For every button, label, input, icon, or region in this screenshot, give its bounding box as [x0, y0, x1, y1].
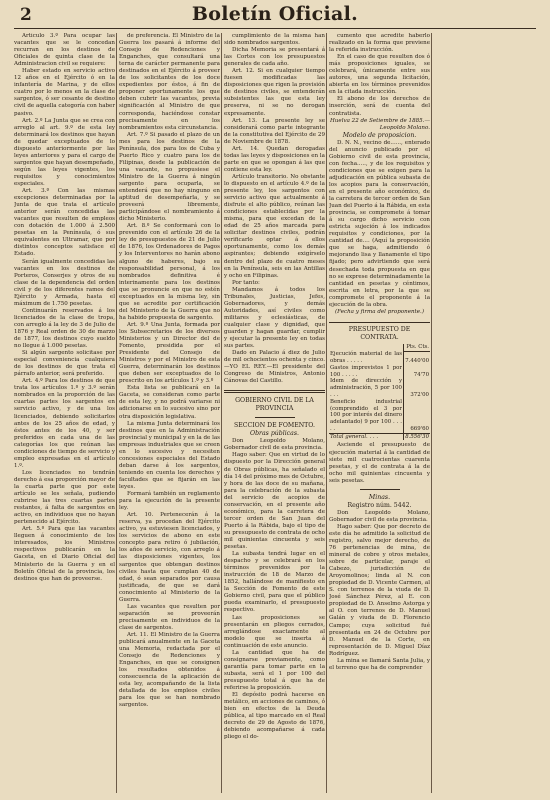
paragraph: Continuarán reservados á los licenciados de la clase de tropa, con arreglo á la ley de 3 de Julio de 1876 y Real orden de 30 de marzo de 1877, los destinos cuyo sueldo no llegue á 1.000 pesetas. — [14, 307, 115, 350]
paragraph: El abono de los derechos de inserción, será de cuenta del contratista. — [329, 96, 430, 117]
amount-column-header: Pts. Cts. — [404, 344, 431, 351]
section-rule — [224, 390, 325, 393]
divider — [360, 489, 400, 490]
paragraph: Art. 12. Si en cualquier tiempo fuesen modificadas las disposiciones que rigen la provisión de destinos civiles, se entenderán subsistentes las que esta ley preserva, ni se no derogan expresamente. — [224, 68, 325, 117]
row-amount: 7.440'00 — [404, 351, 431, 365]
paragraph: Dado en Palacio á diez de Julio de mil ochocientos ochenta y cinco.—YO EL REY.—El presidente del Congreso de Ministros, Antonio Cánovas del Castillo. — [224, 350, 325, 385]
signature-note: (Fecha y firma del proponente.) — [335, 308, 424, 315]
paragraph: D. N. N., vecino de......, enterado del anuncio publicado por el Gobierno civil de esta provincia, con fecha....., y de los requisitos y condiciones que se exigen para la adjudicación en pública subasta de los acopios para la conservación, en el presente año económico, de la carretera de tercer orden de San Juan del Puerto á la Rábida, en esta provincia, se compromete á tomar á su cargo dicho servicio con estricta sujeción á los indicados requisitos y condiciones, por la cantidad de.... (Aquí la proposición que se haga, admitiendo ó mejorando lisa y llanamente el tipo fijado; pero advirtiendo que será desechada toda propuesta en que no se exprese determinadamente la cantidad en pesetas y céntimos, escrita en letra, por la que se compromete el proponente á la ejecución de la obra. — [329, 139, 430, 308]
section-rule — [329, 322, 430, 323]
paragraph: Art. 7.º Si pasado el plazo de un mes para los destinos de la Península, dos para los de Cuba y Puerto Rico y cuatro para los de Filipinas, desde la publicación de una vacante, no propusiese el Ministro de la Guerra á ningún sargento para ocuparla, se entenderá que no hay ninguno en aptitud de desempeñarla, y se proveerá libremente, participándose el nombramiento á dicho Ministerio. — [119, 131, 220, 223]
divider — [255, 417, 295, 418]
paragraph: La misma Junta determinará los destinos que en la Administración provincial y municipal y en la de las empresas industriales que se creen en lo sucesivo y necesiten concesiones especiales del Estado deban darse á los sargentos, teniendo en cuenta los derechos y facultades que se fijarán en las leyes. — [119, 420, 220, 490]
paragraph: cumplimiento de la misma han sido nombrados sargentos. — [224, 33, 325, 47]
paragraph: Esta lista se publicará en la Gaceta, se consideran como parte de esta ley, y no podrá variarse ni adicionarse en lo sucesivo sino por otra disposición legislativa. — [119, 385, 220, 420]
paragraph: Art. 11. El Ministro de la Guerra publicará anualmente en la Gaceta una Memoria, redactada por el Consejo de Redenciones y Enganches, en que se consignen los resultados obtenidos á consecuencia de la aplicación de esta ley, acompañando de la lista detallada de los empleos civiles para los que se han nombrado sargentos. — [119, 631, 220, 709]
paragraph: Haber estado en servicio activo 12 años en el Ejército ó en la infantería de Marina, y de ellos cuatro por lo menos en la clase de sargentos, ó ser cesante de destino civil de aquella categoría con haber pasivo. — [14, 68, 115, 117]
column-divider — [431, 33, 432, 793]
column-divider — [221, 33, 222, 793]
paragraph: Artículo 3.º Para ocupar las vacantes que se le concedan recurran en los destinos de Oficiales de quinta clase de la Administracion civil se requiere: — [14, 33, 115, 68]
column-2 — [119, 33, 220, 793]
paragraph: Art. 2.º La Junta que se crea con arreglo al art. 9.º de esta ley determinará los destinos que hayan de quedar exceptuados de lo dispuesto anteriormente por las leyes anteriores y para el cargo de sargentos que hayan desempeñado, según las leyes vigentes, los requisitos y conocimientos especiales. — [14, 117, 115, 187]
paragraph: de preferencia. El Ministro de la Guerra los pasará á informe del Consejo de Redenciones y Enganches, que consultará una terna de carácter permanente para destinados en el Ejército á proveer de los solicitantes de los doce expedientes por éstos, á fin de proponer oportunamente los que deben cubrir las vacantes, previa significación al Ministro de que corresponda, haciéndose constar precisamente en los nombramientos esta circunstancia. — [119, 33, 220, 131]
total-amount: 8.556'30 — [405, 433, 429, 440]
column-1 — [14, 33, 115, 793]
budget-title: PRESUPUESTO DE CONTRATA. — [348, 325, 411, 341]
paragraph: Los licenciados no tendrán derecho á esa proporción mayor de la cuarta parte que por este artículo se les señala, pudiendo cubrirse las tres cuartas partes restantes, á falta de sargentos en activo, en individuos que no hayan pertenecido al Ejército. — [14, 469, 115, 526]
row-amount: 669'60 — [404, 399, 431, 433]
paragraph: Don Leopoldo Molano, Gobernador civil de esta provincia. — [224, 438, 325, 452]
table-total-row — [329, 433, 430, 440]
section-subheading-italic: Obras públicas. — [250, 430, 299, 438]
row-label: Ejecución material de las obras . . . . . — [330, 351, 402, 364]
masthead-title: Boletín Oficial. — [191, 3, 359, 25]
row-label: Idem de dirección y administración, 5 por 100 . . . — [330, 378, 402, 398]
row-amount: 74'70 — [404, 365, 431, 379]
minas-heading: Minas. — [368, 493, 391, 501]
paragraph: La subasta tendrá lugar en el despacho y se celebrará en los términos prevenidos por la instrucción de 18 de Marzo de 1852, hallándose de manifiesto en la Sección de Fomento de este Gobierno civil, para que el público pueda examinarlo, el presupuesto respectivo. — [224, 551, 325, 614]
paragraph: En el caso de que resulten dos ó más proposiciones iguales, se celebrará, únicamente entre sus autores, una segunda licitación, abierta en los términos prevenidos en la citada instrucción. — [329, 54, 430, 96]
paragraph: Por tanto: — [232, 279, 260, 286]
paragraph: Las vacantes que resulten por separación se proveerán precisamente en individuos de la clase de sargentos. — [119, 603, 220, 631]
page-header — [14, 0, 536, 29]
row-label: Beneficio industrial (comprendido el 3 por 100 por interés del dinero adelantado) 9 por 100 . . . . . — [330, 398, 402, 432]
model-title: Modelo de proposicion. — [342, 131, 417, 139]
paragraph: Art. 10. Pertenecerán á la reserva, ya procedan del Ejército activo, ya estuviesen licenciados, y los servicios de abono en este concepto para retiro ó jubilación, los años de servicio, con arreglo á las disposiciones vigentes, los sargentos que obtengan destinos civiles hasta que cumplan 40 de edad, ó sean separados por causa justificada, de que se dará conocimiento al Ministerio de la Guerra. — [119, 512, 220, 603]
column-divider — [326, 33, 327, 793]
paragraph: Art. 4.º Para los destinos de que trata los artículos 1.º y 3.º serán nombrados en la proporción de las cuartas partes los sargentos en servicio activo, y de una los licenciados, debiendo solicitarlos antes de los 25 años de edad, y éstos antes de los 40, y ser preferidos en cada una de las categorías los que reúnan las condiciones de tiempo de servicio y empleo expresadas en el artículo 1.º. — [14, 378, 115, 469]
total-label: Total general. . . . — [329, 433, 404, 440]
paragraph: Art. 13. La presente ley se considerará como parte integrante de la constitutiva del Ejército de 29 de Noviembre de 1878. — [224, 117, 325, 145]
paragraph: Hago saber: Que en virtud de lo dispuesto por la Dirección general de Obras públicas, ha señalado el día 14 del próximo mes de Octubre, y hora de las doce de su mañana, para la celebración de la subasta del servicio de acopios de conservación, en el presente año económico, para la carretera de tercer orden de San Juan del Puerto á la Rábida, bajo el tipo de su presupuesto de contrata de ocho mil quinientas cincuenta y seis pesetas. — [224, 452, 325, 551]
paragraph: Las proposiciones se presentarán en pliegos cerrados, arreglándose exactamente al modelo que se inserta á continuación de este anuncio. — [224, 614, 325, 649]
table-row — [329, 378, 430, 398]
paragraph: cumento que acredite haberlo realizado en la forma que previene la referida instrucción. — [329, 33, 430, 54]
paragraph: Hago saber: Que por decreto de este día he admitido la solicitud de registro, salvo mejor derecho, de 76 pertenencias de mina, de mineral de cobre y otros metales, sobre de particular, paraje el Cabezo, jurisdicción de Aroyomolinos; linda al N. con propiedad de D. Vicente Carmen, al S. con terrenos de la viuda de D. José Sánchez Pérez, al E. con propiedad de D. Anselmo Astorga y al O. con terrenos de D. Manuel Galán y viuda de D. Florencio Campo; cuya solicitud fué presentada en 24 de Octubre por D. Manuel de la Corte, en representación de D. Miguel Díaz Rodríguez. — [329, 523, 430, 657]
paragraph: Don Leopoldo Molano, Gobernador civil de esta provincia. — [329, 509, 430, 523]
table-row — [329, 365, 430, 379]
paragraph: Art. 5.º Para que las vacantes lleguen á conocimiento de los interesados, los Ministros respectivos publicarán en la Gaceta, en el Diario Oficial del Ministerio de la Guerra y en el Boletín Oficial de la provincia, los destinos que han de proveerse. — [14, 526, 115, 582]
paragraph: Formará también un reglamento para la ejecución de la presente ley. — [119, 491, 220, 512]
paragraph: Art. 3.º Con las mismas excepciones determinadas por la Junta de que trata el artículo anterior serán concedidas las vacantes que resulten de empleos con dotación de 1.000 á 2.500 pesetas en la Península, ó sus equivalentes en Ultramar, que por distintos conceptos satisface el Estado. — [14, 188, 115, 258]
registro-heading: Registro núm. 5442. — [347, 501, 412, 509]
page-number: 2 — [20, 5, 32, 25]
paragraph: El depósito podrá hacerse en metálico, en acciones de caminos, ó bien en efectos de la Deuda pública, al tipo marcado en el Real decreto de 29 de Agosto de 1876, debiendo acompañarse á cada pliego el do- — [224, 692, 325, 741]
budget-table — [329, 344, 430, 441]
column-4 — [329, 33, 430, 793]
row-amount: 372'00 — [404, 378, 431, 398]
section-subheading: SECCION DE FOMENTO. — [233, 422, 315, 430]
section-heading: GOBIERNO CIVIL DE LA PROVINCIA — [235, 397, 314, 413]
paragraph: Asciende el presupuesto de ejecución material á la cantidad de siete mil cuatrocientas cuarenta pesetas, y el de contrata á la de ocho mil quinientas cincuenta y seis pesetas. — [329, 442, 430, 484]
paragraph: Art. 9.º Una Junta, formada por los Subsecretarios de los diversos Ministerios y un Director del de Fomento, presidida por el Presidente del Consejo de Ministros y por el Ministro de esta Guerra, determinarán los destinos que deben ser exceptuados de lo prescrito en los artículos 1.º y 3.º — [119, 321, 220, 385]
paragraph: Mandamos á todos los Tribunales, Justicias, Jefes, Gobernadores, y demás Autoridades, así civiles como militares y eclesiásticas, de cualquier clase y dignidad, que guarden y hagan guardar, cumplir y ejecutar la presente ley en todas sus partes. — [224, 286, 325, 350]
paragraph: Art. 14. Quedan derogadas todas las leyes y disposiciones en la parte en que se opongan á las que contiene esta ley. — [224, 145, 325, 173]
paragraph: Art. 8.º Se conformará con lo prevenido con el artículo 26 de la ley de presupuestos de 21 de Julio de 1876, los Ordenadores de Pagos y los Interventores no harán abono alguno de haberes, bajo su responsabilidad personal, á los nombrados definitiva é interinamente para los destinos que se pronuncie en que no estén exceptuados en la misma ley, sin que se acredite por certificación del Ministerio de la Guerra que no ha habido propuesta de sargento. — [119, 223, 220, 321]
paragraph: La mina se llamará Santa Julia, y el terreno que ha de comprender — [329, 657, 430, 671]
paragraph: Dicha Memoria se presentará á las Cortes con los presupuestos generales de cada año. — [224, 47, 325, 68]
paragraph: La cantidad que ha de consignarse previamente, como garantía para tomar parte en la subasta, será el 1 por 100 del presupuesto total á que ha de referirse la proposición. — [224, 649, 325, 691]
table-row — [329, 351, 430, 365]
paragraph: Artículo transitorio. No obstante lo dispuesto en el artículo 4.º de la presente ley, los sargentos con servicio activo que actualmente á disfrute el alto público, reúnan las condiciones establecidas por la misma, para que excedan de la edad de 25 años marcada para solicitar destinos civiles, podrán verificarlo optar á ellos oportunamente, como los demás aspirantes; debiendo exigírselo dentro del plazo de cuatro meses en la Península, seis en las Antillas y ocho en Filipinas. — [224, 173, 325, 279]
columns-container — [14, 33, 536, 793]
column-divider — [116, 33, 117, 793]
paragraph: Serán igualmente concedidas las vacantes en los destinos de Porteros, Conserjes y otros de su clase de la dependencia del orden civil y de los diferentes ramos del Ejército y Armada, hasta el máximum de 1.750 pesetas. — [14, 258, 115, 307]
row-label: Gastos imprevistos 1 por 100 . . . . . — [330, 364, 402, 378]
table-row — [329, 399, 430, 433]
signature-line: Huelva 22 de Setiembre de 1885.—Leopoldo Molano. — [330, 117, 430, 131]
paragraph: Si algún sargento solicitase por especial conveniencia cualquiera de los destinos de que trata el párrafo anterior, será preferido. — [14, 350, 115, 378]
column-3 — [224, 33, 325, 793]
